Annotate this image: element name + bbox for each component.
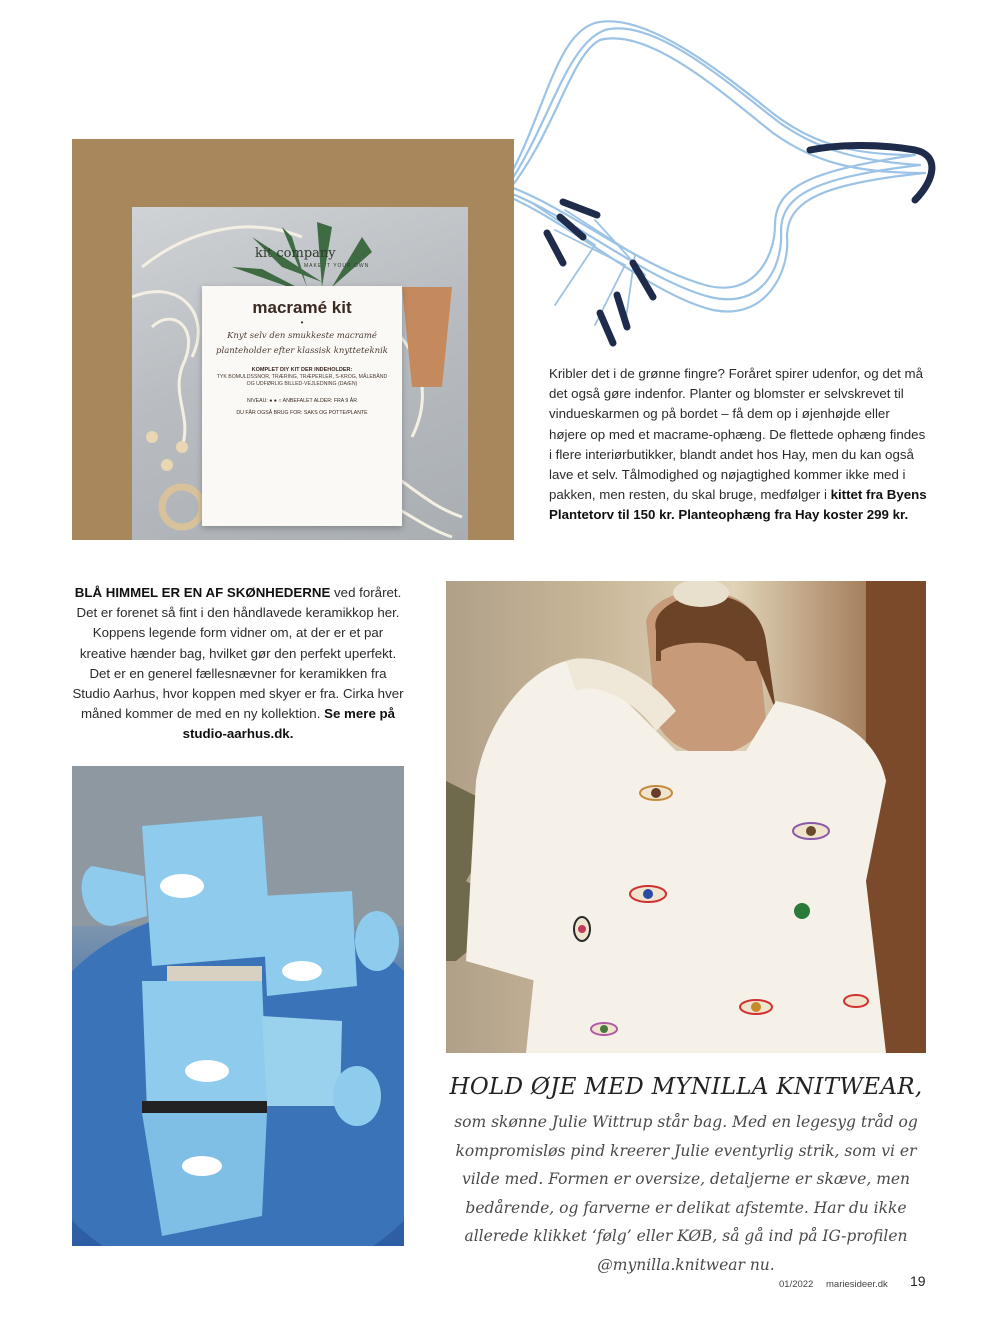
kit-contents: TYK BOMULDSSNOR, TRÆRING, TRÆPERLER, S-KROG, MÅLEBÅND OG UDFØRLIG BILLED-VEJLEDNING (DA/EN)	[216, 374, 388, 387]
kit-brand-logo: kit company	[255, 246, 336, 261]
studio-aarhus-link[interactable]: Se mere på studio-aarhus.dk.	[182, 706, 396, 742]
footer-site: mariesideer.dk	[826, 1279, 888, 1290]
kit-tagline: Knyt selv den smukkeste macramé planteholder efter klassisk knytteteknik	[216, 331, 388, 356]
kit-also-needed: DU FÅR OGSÅ BRUG FOR: SAKS OG POTTE/PLANTE	[236, 410, 368, 416]
cup-article-text	[72, 583, 404, 745]
ceramic-cups-illustration	[72, 766, 404, 1246]
kit-brand-tagline: MAKE IT YOUR OWN	[304, 263, 370, 269]
knitwear-body: som skønne Julie Wittrup står bag. Med en legesyg tråd og kompromisløs pind kreerer Julie eventyrlig strik, som vi er vilde med. Formen er oversize, detaljerne er skæve, men bedårende, og farverne er delikat afstemte. Har du ikke allerede klikket ‘følg’ eller KØB, så gå ind på IG-profilen @mynilla.knitwear nu.	[454, 1113, 918, 1274]
mynilla-sweater-photo	[446, 581, 926, 1053]
ceramic-cups-photo	[72, 766, 404, 1246]
knitwear-heading: HOLD ØJE MED MYNILLA KNITWEAR,	[449, 1074, 923, 1100]
cup-article-lead: BLÅ HIMMEL ER EN AF SKØNHEDERNE	[74, 585, 331, 600]
macrame-kit-photo	[72, 139, 514, 540]
kit-article-text	[549, 364, 929, 526]
kit-article-price: kittet fra Byens Plantetorv til 150 kr. Planteophæng fra Hay koster 299 kr.	[549, 487, 927, 523]
page-number: 19	[910, 1273, 926, 1289]
kit-contents-heading: KOMPLET DIY KIT DER INDEHOLDER:	[251, 367, 353, 373]
kit-article-body: Kribler det i de grønne fingre? Foråret spirer udenfor, og det må det også gøre indenfor. Planter og blomster er selvskrevet til vindueskarmen og på bordet – få dem op i øjenhøjde eller højere op med et macrame-ophæng. De flettede ophæng findes i flere interiørbutikker, blandt andet hos Hay, men du kan også lave et selv. Tålmodighed og nøjagtighed kommer ikke med i pakken, men resten, du skal bruge, medfølger i	[549, 366, 926, 503]
footer-issue: 01/2022	[779, 1279, 814, 1290]
kit-level: NIVEAU: ● ● ○ ANBEFALET ALDER: FRA 9 ÅR	[247, 398, 357, 404]
kit-title: macramé kit	[252, 298, 352, 317]
sweater-illustration	[446, 581, 926, 1053]
kit-label-card	[202, 286, 402, 526]
cup-article-body: ved foråret. Det er forenet så fint i den håndlavede keramikkop her. Koppens legende form vidner om, at der er et par kreative hænder bag, hvilket gør den perfekt uperfekt. Det er en generel fællesnævner for keramikken fra Studio Aarhus, hvor koppen med skyer er fra. Cirka hver måned kommer de med en ny kollektion.	[72, 585, 404, 722]
kit-dot: •	[300, 318, 304, 327]
